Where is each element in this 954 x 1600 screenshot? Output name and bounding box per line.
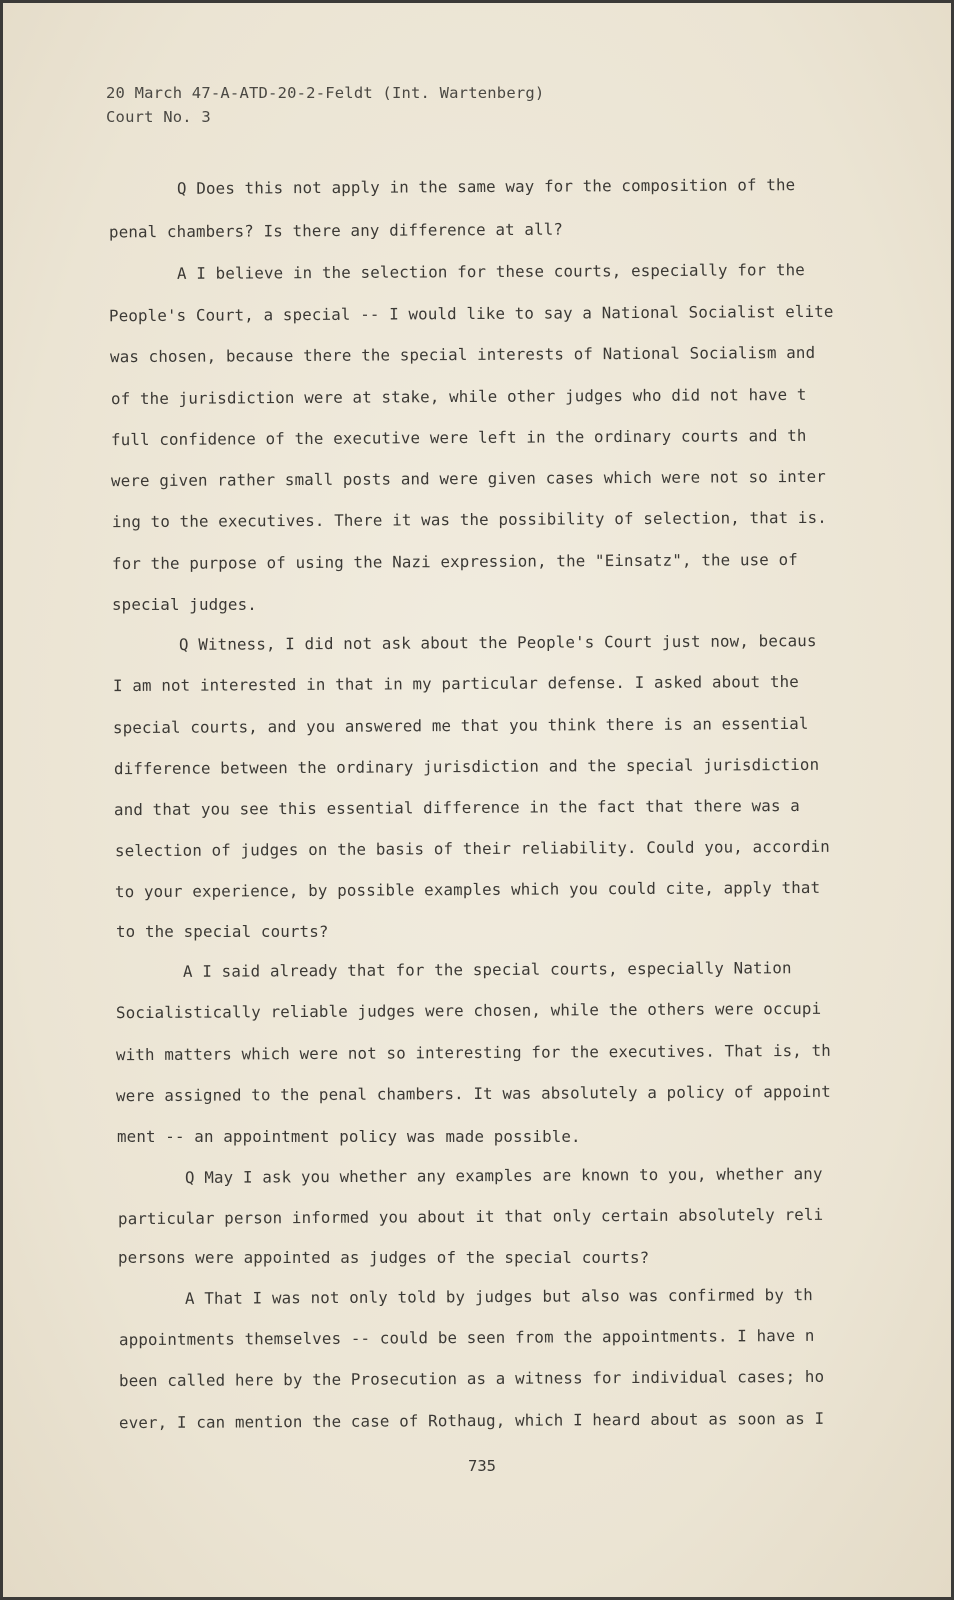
text-line: difference between the ordinary jurisdiction and the special jurisdiction	[113, 754, 820, 779]
text-line: full confidence of the executive were left in the ordinary courts and th	[110, 425, 807, 450]
text-line: particular person informed you about it that only certain absolutely reli	[117, 1204, 824, 1229]
document-page	[3, 3, 951, 1597]
text-line: appointments themselves -- could be seen from the appointments. I have n	[118, 1325, 815, 1350]
text-line: Socialistically reliable judges were chosen, while the others were occupi	[115, 998, 822, 1023]
text-line: ment -- an appointment policy was made possible.	[117, 1127, 581, 1146]
text-line: for the purpose of using the Nazi expression, the "Einsatz", the use of	[111, 549, 798, 574]
text-line: A That I was not only told by judges but also was confirmed by th	[184, 1285, 813, 1308]
text-line: ever, I can mention the case of Rothaug, which I heard about as soon as I	[118, 1408, 825, 1433]
text-line: A I believe in the selection for these courts, especially for the	[176, 260, 805, 283]
text-line: were given rather small posts and were given cases which were not so inter	[110, 466, 826, 491]
text-line: persons were appointed as judges of the special courts?	[118, 1248, 650, 1267]
text-line: Q May I ask you whether any examples are known to you, whether any	[184, 1164, 823, 1187]
header-reference-line: 20 March 47-A-ATD-20-2-Feldt (Int. Wartenberg)	[106, 84, 545, 102]
text-line: of the jurisdiction were at stake, while other judges who did not have t	[110, 384, 807, 409]
header-court-line: Court No. 3	[106, 108, 211, 126]
text-line: Q Does this not apply in the same way for the composition of the	[176, 175, 796, 198]
text-line: special courts, and you answered me that you think there is an essential	[112, 713, 809, 738]
text-line: Q Witness, I did not ask about the People's Court just now, becaus	[178, 631, 817, 654]
text-line: and that you see this essential difference in the fact that there was a	[113, 795, 800, 820]
document-header	[106, 81, 544, 129]
text-line: People's Court, a special -- I would like to say a National Socialist elite	[108, 301, 834, 326]
text-line: with matters which were not so interesting for the executives. That is, th	[115, 1040, 831, 1065]
text-line: was chosen, because there the special interests of National Socialism and	[109, 342, 816, 367]
text-line: to the special courts?	[116, 922, 329, 941]
text-line: to your experience, by possible examples which you could cite, apply that	[114, 877, 821, 902]
text-line: ing to the executives. There it was the possibility of selection, that is.	[111, 507, 827, 532]
page-number: 735	[468, 1457, 496, 1475]
text-line: special judges.	[112, 595, 257, 614]
text-line: were assigned to the penal chambers. It was absolutely a policy of appoint	[115, 1081, 831, 1106]
text-line: selection of judges on the basis of their reliability. Could you, accordin	[114, 836, 830, 861]
text-line: A I said already that for the special courts, especially Nation	[182, 958, 792, 981]
text-line: I am not interested in that in my particular defense. I asked about the	[112, 671, 799, 696]
text-line: been called here by the Prosecution as a witness for individual cases; ho	[118, 1366, 825, 1391]
text-line: penal chambers? Is there any difference at all?	[108, 219, 564, 242]
